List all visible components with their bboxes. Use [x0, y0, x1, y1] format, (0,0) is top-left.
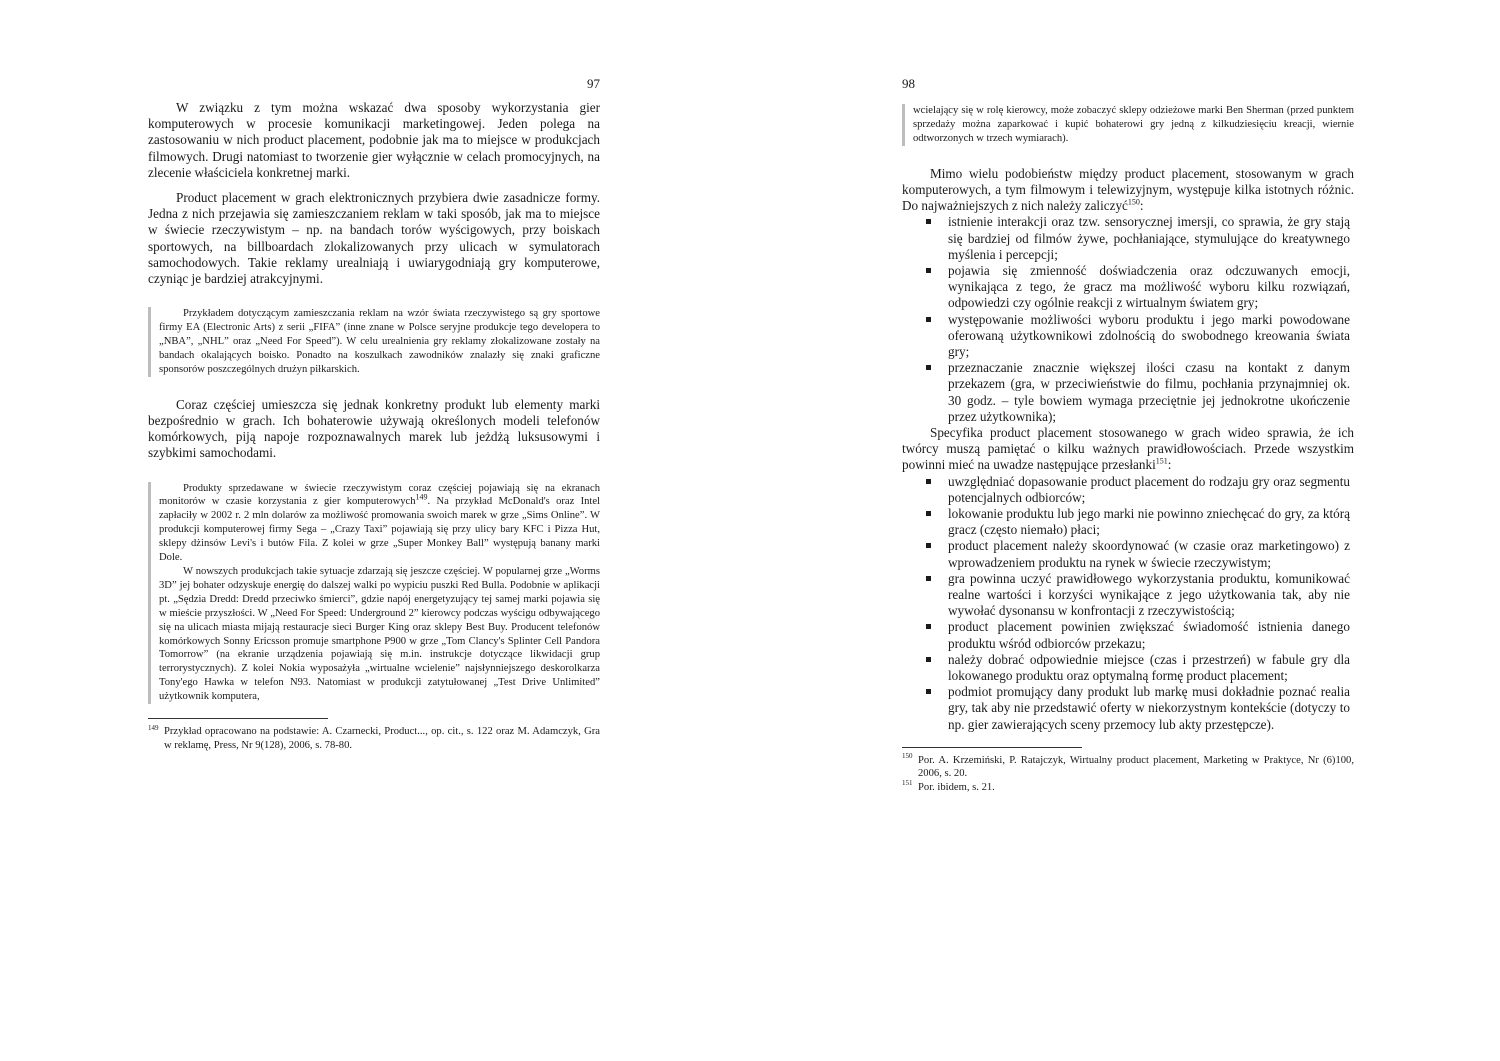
footnote-ref[interactable]: 151	[1155, 456, 1168, 466]
page-number: 97	[587, 76, 600, 91]
footnote: 149 Przykład opracowano na podstawie: A. Czarnecki, Product..., op. cit., s. 122 oraz M. Adamczyk, Gra w reklamę, Press, Nr 9(128), 2006, s. 78-80.	[148, 723, 600, 751]
list-item: product placement powinien zwiększać świadomość istnienia danego produktu wśród odbiorców przekazu;	[902, 619, 1354, 651]
footnote: 150 Por. A. Krzemiński, P. Ratajczyk, Wirtualny product placement, Marketing w Praktyce, Nr (6)100, 2006, s. 20.	[902, 752, 1354, 780]
square-bullet-icon	[926, 365, 931, 370]
square-bullet-icon	[926, 268, 931, 273]
list-item: występowanie możliwości wyboru produktu i jego marki powodowane oferowaną użytkownikowi zdolnością do swobodnego kreowania świata gry;	[902, 312, 1354, 361]
differences-list	[902, 214, 1354, 425]
left-page-content	[148, 100, 600, 752]
list-item: przeznaczanie znacznie większej ilości czasu na kontakt z danym przekazem (gra, w przeciwieństwie do filmu, pochłania przynajmniej ok. 30 godz. – tyle bowiem wymaga przeciętnie jej jednokrotne ukończenie przez użytkownika);	[902, 360, 1354, 425]
square-bullet-icon	[926, 543, 931, 548]
square-bullet-icon	[926, 317, 931, 322]
list-item: należy dobrać odpowiednie miejsce (czas i przestrzeń) w fabule gry dla lokowanego produktu oraz optymalną formę product placement;	[902, 652, 1354, 684]
square-bullet-icon	[926, 624, 931, 629]
right-page-content	[902, 104, 1354, 795]
footnote: 151 Por. ibidem, s. 21.	[902, 779, 995, 794]
list-item: podmiot promujący dany produkt lub markę musi dokładnie poznać realia gry, tak aby nie przedstawić oferty w niekorzystnym kontekście (dotyczy to np. gier zawierających sceny przemocy lub akty przestępcze).	[902, 684, 1354, 733]
list-item: lokowanie produktu lub jego marki nie powinno zniechęcać do gry, za którą gracz (często niemało) płaci;	[902, 506, 1354, 538]
example-text: Produkty sprzedawane w świecie rzeczywistym coraz częściej pojawiają się na ekranach monitorów w czasie korzystania z gier komputerowych$^{149}$. Na przykład McDonald's oraz Intel zapłaciły w 2002 r. 2 mln dolarów za możliwość promowania swoich marek w grze „Sims Online”. W produkcji komputerowej firmy Sega – „Crazy Taxi” pojawiają się przy ulicy bary KFC i Pizza Hut, sklepy dżinsów Levi's i butów Fila. Z kolei w grze „Super Monkey Ball” występują banany marki Dole.	[159, 482, 600, 564]
square-bullet-icon	[926, 219, 931, 224]
list-item: istnienie interakcji oraz tzw. sensorycznej imersji, co sprawia, że gry stają się bardziej od filmów żywe, pochłaniające, stymulujące do kreatywnego myślenia i percepcji;	[902, 214, 1354, 263]
square-bullet-icon	[926, 479, 931, 484]
example-box	[148, 482, 600, 705]
square-bullet-icon	[926, 511, 931, 516]
example-text: Przykładem dotyczącym zamieszczania reklam na wzór świata rzeczywistego są gry sportowe firmy EA (Electronic Arts) z serii „FIFA” (inne znane w Polsce seryjne produkcje tego developera to „NBA”, „NHL” oraz „Need For Speed”). W celu urealnienia gry reklamy złokalizowane zostały na bandach okalających boisko. Ponadto na koszulkach zawodników znalazły się znaki graficzne sponsorów poszczególnych drużyn piłkarskich.	[159, 308, 600, 375]
example-text: W nowszych produkcjach takie sytuacje zdarzają się jeszcze częściej. W popularnej grze „Worms 3D” jej bohater odzyskuje energię do dalszej walki po wypiciu puszki Red Bulla. Podobnie w aplikacji pt. „Sędzia Dredd: Dredd przeciwko śmierci”, gdzie napój energetyzujący tej samej marki pojawia się w mieście przyszłości. W „Need For Speed: Underground 2” kierowcy podczas wyścigu odbywającego się na ulicach miasta mijają restauracje sieci Burger King oraz sklepy Best Buy. Producent telefonów komórkowych Sonny Ericsson promuje smartphone P900 w grze „Tom Clancy's Splinter Cell Pandora Tomorrow” (na ekranie urządzenia pojawiają się m.in. instrukcje dotyczące likwidacji grup terrorystycznych). Z kolei Nokia wyposażyła „wirtualne wcielenie” najsłynniejszego deskorolkarza Tony'ego Hawka w telefon N93. Natomiast w produkcji zatytułowanej „Test Drive Unlimited” użytkownik komputera,	[159, 566, 600, 703]
square-bullet-icon	[926, 576, 931, 581]
example-box	[902, 104, 1354, 146]
paragraph: Product placement w grach elektronicznych przybiera dwie zasadnicze formy. Jedna z nich przejawia się zamieszczaniem reklam w taki sposób, jak ma to miejsce w świecie rzeczywistym – np. na bandach torów wyścigowych, przy boiskach sportowych, na billboardach zlokalizowanych przy ulicach w symulatorach samochodowych. Takie reklamy urealniają i uwiarygodniają gry komputerowe, czyniąc je bardziej atrakcyjnymi.	[148, 190, 600, 287]
paragraph: W związku z tym można wskazać dwa sposoby wykorzystania gier komputerowych w procesie komunikacji marketingowej. Jeden polega na zastosowaniu w nich product placement, podobnie jak ma to miejsce w produkcjach filmowych. Drugi natomiast to tworzenie gier wyłącznie w celach promocyjnych, na zlecenie właściciela konkretnej marki.	[148, 100, 600, 180]
list-item: product placement należy skoordynować (w czasie oraz marketingowo) z wprowadzeniem produktu na rynek w świecie rzeczywistym;	[902, 538, 1354, 570]
paragraph: Specyfika product placement stosowanego w grach wideo sprawia, że ich twórcy muszą pamiętać o kilku ważnych prawidłowościach. Przede wszystkim powinni mieć na uwadze następujące przesłanki$^{151}$:	[902, 424, 1354, 473]
list-item: gra powinna uczyć prawidłowego wykorzystania produktu, komunikować realne wartości i korzyści wynikające z jego użytkowania tak, aby nie wywołać dysonansu w konfrontacji z rzeczywistością;	[902, 571, 1354, 620]
list-item: pojawia się zmienność doświadczenia oraz odczuwanych emocji, wynikająca z tego, że gracz ma możliwość wyboru kilku rozwiązań, odpowiedzi czy ogólnie reakcji z wirtualnym światem gry;	[902, 263, 1354, 312]
footnote-ref[interactable]: 150	[1127, 197, 1140, 207]
paragraph: Mimo wielu podobieństw między product placement, stosowanym w grach komputerowych, a tym filmowym i telewizyjnym, występuje kilka istotnych różnic. Do najważniejszych z nich należy zaliczyć$^{150}$:	[902, 165, 1354, 214]
square-bullet-icon	[926, 689, 931, 694]
paragraph: Coraz częściej umieszcza się jednak konkretny produkt lub elementy marki bezpośrednio w grach. Ich bohaterowie używają określonych modeli telefonów komórkowych, piją napoje rozpoznawalnych marek lub jeżdżą luksusowymi i szybkimi samochodami.	[148, 396, 600, 461]
footnote-ref[interactable]: 149	[415, 492, 428, 502]
premises-list	[902, 474, 1354, 733]
example-text: wcielający się w rolę kierowcy, może zobaczyć sklepy odzieżowe marki Ben Sherman (przed punktem sprzedaży można zaparkować i kupić bohaterowi gry jedną z kilkudziesięciu kreacji, wiernie odtworzonych w trzech wymiarach).	[913, 105, 1354, 144]
page-number: 98	[902, 76, 915, 91]
list-item: uwzględniać dopasowanie product placement do rodzaju gry oraz segmentu potencjalnych odbiorców;	[902, 474, 1354, 506]
example-box	[148, 307, 600, 377]
square-bullet-icon	[926, 657, 931, 662]
